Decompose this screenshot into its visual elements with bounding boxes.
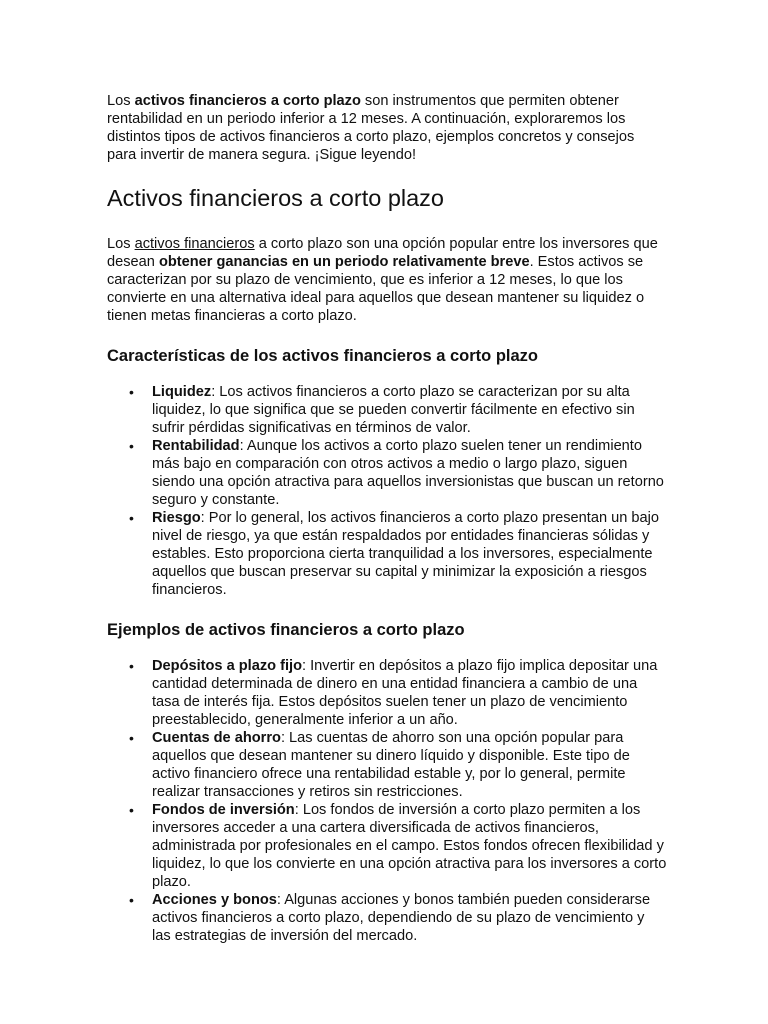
list-item-term: Riesgo (152, 510, 201, 526)
list-item-text: : Por lo general, los activos financieros a corto plazo presentan un bajo nivel de riesgo, ya que están respaldados por entidades financieras sólidas y estables. Esto proporciona cierta tranquilidad a los inversores, especialmente aquellos que buscan preservar su capital y minimizar la exposición a riesgos financieros. (152, 510, 660, 598)
main-heading: Activos financieros a corto plazo (107, 185, 444, 211)
section-heading-ejemplos: Ejemplos de activos financieros a corto plazo (107, 621, 465, 639)
list-item (107, 891, 667, 945)
section-heading-caracteristicas: Características de los activos financieros a corto plazo (107, 347, 538, 365)
bullet-icon: • (129, 658, 134, 674)
bullet-icon: • (129, 802, 134, 818)
definition-text-3: . Estos activos se caracterizan por su plazo de vencimiento, que es inferior a 12 meses, lo que los convierte en una alternativa ideal para aquellos que desean mantener su liquidez o tienen metas financieras a corto plazo. (107, 254, 645, 324)
definition-text-1: Los (107, 236, 135, 252)
list-item-term: Depósitos a plazo fijo (152, 658, 303, 674)
list-item (107, 383, 667, 437)
ejemplos-list (107, 657, 667, 945)
bullet-icon: • (129, 730, 134, 746)
list-item (107, 509, 667, 599)
list-item-text: : Algunas acciones y bonos también pueden considerarse activos financieros a corto plazo, dependiendo de su plazo de vencimiento y las estrategias de inversión del mercado. (152, 892, 651, 944)
list-item-term: Cuentas de ahorro (152, 730, 281, 746)
list-item (107, 729, 667, 801)
intro-text-1: Los (107, 93, 135, 109)
intro-paragraph (107, 92, 667, 164)
intro-text-2: son instrumentos que permiten obtener rentabilidad en un periodo inferior a 12 meses. A continuación, exploraremos los distintos tipos de activos financieros a corto plazo, ejemplos concretos y consejos para invertir de manera segura. ¡Sigue leyendo! (107, 93, 635, 163)
list-item-term: Fondos de inversión (152, 802, 295, 818)
bullet-icon: • (129, 384, 134, 400)
definition-text-2: a corto plazo son una opción popular entre los inversores que desean (107, 236, 658, 270)
list-item-text: : Los activos financieros a corto plazo se caracterizan por su alta liquidez, lo que significa que se pueden convertir fácilmente en efectivo sin sufrir pérdidas significativas en términos de valor. (152, 384, 635, 436)
document-content (107, 92, 667, 945)
list-item (107, 657, 667, 729)
list-item-text: : Aunque los activos a corto plazo suelen tener un rendimiento más bajo en comparación con otros activos a medio o largo plazo, siguen siendo una opción atractiva para aquellos inversionistas que buscan un retorno seguro y constante. (152, 438, 664, 508)
activos-financieros-link[interactable]: activos financieros (134, 236, 255, 252)
list-item (107, 437, 667, 509)
bullet-icon: • (129, 510, 134, 526)
list-item-text: : Los fondos de inversión a corto plazo permiten a los inversores acceder a una cartera diversificada de activos financieros, administrada por profesionales en el campo. Estos fondos ofrecen flexibilidad y liquidez, lo que los convierte en una opción atractiva para los inversores a corto plazo. (152, 802, 667, 890)
list-item-term: Rentabilidad (152, 438, 240, 454)
caracteristicas-list (107, 383, 667, 599)
definition-bold-phrase: obtener ganancias en un periodo relativamente breve (158, 254, 530, 270)
definition-paragraph (107, 235, 667, 325)
list-item-text: : Las cuentas de ahorro son una opción popular para aquellos que desean mantener su dinero líquido y disponible. Este tipo de activo financiero ofrece una rentabilidad estable y, por lo general, permite realizar transacciones y retiros sin restricciones. (152, 730, 630, 800)
list-item-term: Liquidez (152, 384, 212, 400)
bullet-icon: • (129, 892, 134, 908)
list-item (107, 801, 667, 891)
list-item-term: Acciones y bonos (152, 892, 277, 908)
intro-bold-term: activos financieros a corto plazo (134, 93, 361, 109)
bullet-icon: • (129, 438, 134, 454)
list-item-text: : Invertir en depósitos a plazo fijo implica depositar una cantidad determinada de dinero en una entidad financiera a cambio de una tasa de interés fija. Estos depósitos suelen tener un plazo de vencimiento preestablecido, generalmente inferior a un año. (152, 658, 658, 728)
